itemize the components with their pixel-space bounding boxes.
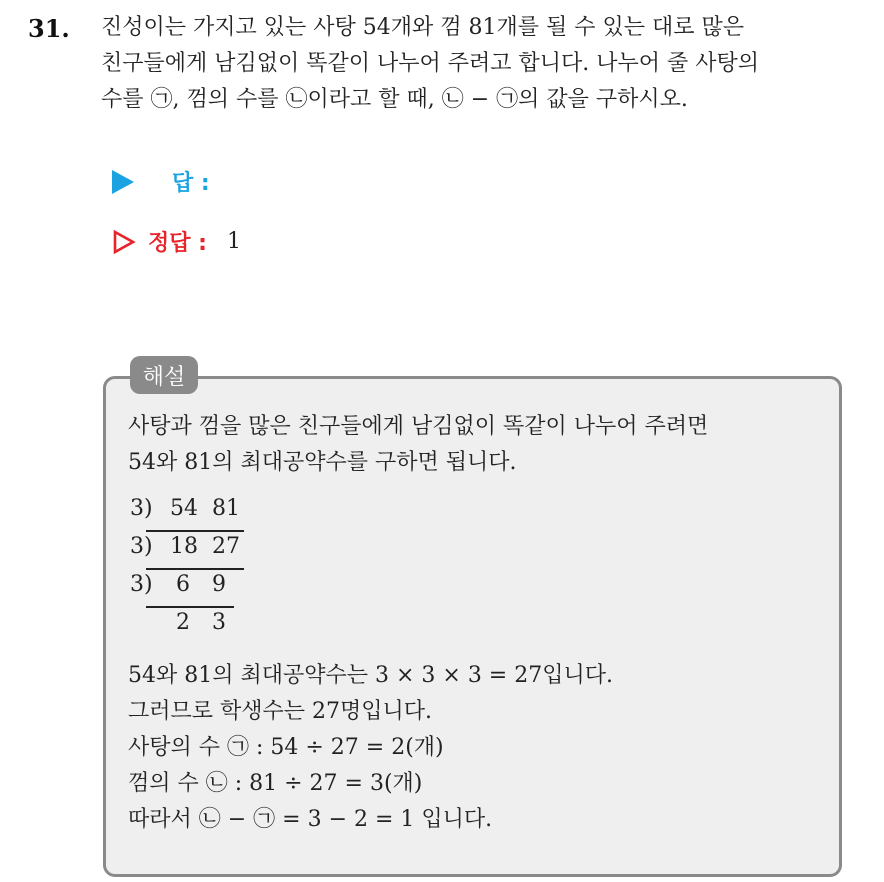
division-line [146, 530, 244, 532]
solution-line: 껌의 수 ㉡ : 81 ÷ 27 = 3(개) [128, 771, 423, 796]
dividend-a: 18 [170, 534, 198, 559]
question-line: 진성이는 가지고 있는 사탕 54개와 껌 81개를 될 수 있는 대로 많은 [101, 15, 744, 40]
play-triangle-icon [112, 170, 134, 194]
division-line [146, 568, 244, 570]
division-bracket-icon: ) [144, 572, 153, 597]
division-bracket-icon: ) [144, 534, 153, 559]
divisor: 3 [130, 534, 144, 559]
divisor: 3 [130, 572, 144, 597]
solution-tab: 해설 [130, 356, 198, 394]
dividend-a: 54 [170, 496, 198, 521]
correct-answer-label: 정답 : [148, 231, 207, 256]
correct-answer-value: 1 [226, 229, 241, 254]
quotient-b: 3 [212, 610, 226, 635]
outline-triangle-icon [112, 229, 136, 255]
solution-line: 54와 81의 최대공약수는 3 × 3 × 3 = 27입니다. [128, 663, 613, 688]
solution-line: 54와 81의 최대공약수를 구하면 됩니다. [128, 450, 517, 475]
correct-answer-row [112, 226, 241, 257]
answer-row [112, 166, 230, 197]
dividend-b: 27 [212, 534, 240, 559]
dividend-a: 6 [176, 572, 190, 597]
dividend-b: 9 [212, 572, 226, 597]
solution-intro [128, 409, 708, 481]
division-line [146, 606, 234, 608]
solution-line: 사탕의 수 ㉠ : 54 ÷ 27 = 2(개) [128, 735, 444, 760]
question-line: 친구들에게 남김없이 똑같이 나누어 주려고 합니다. 나누어 줄 사탕의 [101, 51, 759, 76]
solution-conclusion [128, 658, 613, 838]
answer-label: 답 : [172, 171, 210, 196]
solution-line: 따라서 ㉡ − ㉠ = 3 − 2 = 1 입니다. [128, 807, 493, 832]
dividend-b: 81 [212, 496, 240, 521]
divisor: 3 [130, 496, 144, 521]
question-text [101, 10, 871, 118]
solution-line: 그러므로 학생수는 27명입니다. [128, 699, 432, 724]
question-number: 31. [28, 14, 70, 43]
solution-line: 사탕과 껌을 많은 친구들에게 남김없이 똑같이 나누어 주려면 [128, 414, 709, 439]
quotient-a: 2 [176, 610, 190, 635]
division-bracket-icon: ) [144, 496, 153, 521]
question-line: 수를 ㉠, 껌의 수를 ㉡이라고 할 때, ㉡ − ㉠의 값을 구하시오. [101, 87, 688, 112]
